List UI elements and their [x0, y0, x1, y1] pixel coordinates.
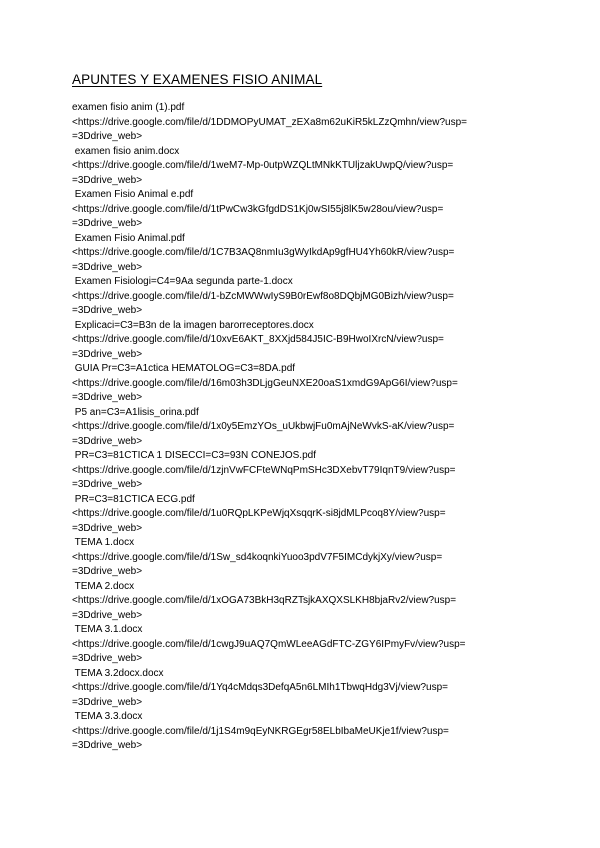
drive-link[interactable]: <https://drive.google.com/file/d/1C7B3AQ8nmIu3gWyIkdAp9gfHU4Yh60kR/view?usp=: [72, 247, 455, 258]
drive-link-continuation[interactable]: =3Ddrive_web>: [72, 261, 143, 273]
drive-link[interactable]: <https://drive.google.com/file/d/1weM7-Mp-0utpWZQLtMNkKTUljzakUwpQ/view?usp=: [72, 160, 454, 171]
drive-link[interactable]: <https://drive.google.com/file/d/10xvE6AKT_8XXjd584J5IC-B9HwoIXrcN/view?usp=: [72, 334, 444, 345]
drive-link[interactable]: <https://drive.google.com/file/d/1-bZcMWWwIyS9B0rEwf8o8DQbjMG0Bizh/view?usp=: [72, 290, 454, 302]
file-entry: [72, 232, 532, 276]
file-name: Examen Fisiologi=C4=9Aa segunda parte-1.docx: [72, 276, 293, 287]
file-name: TEMA 3.3.docx: [72, 711, 143, 722]
file-name: examen fisio anim (1).pdf: [72, 102, 185, 113]
file-name: PR=C3=81CTICA ECG.pdf: [72, 493, 195, 505]
drive-link[interactable]: <https://drive.google.com/file/d/1zjnVwFCFteWNqPmSHc3DXebvT79IqnT9/view?usp=: [72, 464, 456, 476]
drive-link-continuation[interactable]: =3Ddrive_web>: [72, 479, 143, 490]
file-entry: [72, 319, 532, 363]
drive-link-continuation[interactable]: =3Ddrive_web>: [72, 696, 143, 708]
file-name: Examen Fisio Animal e.pdf: [72, 189, 194, 200]
file-name: Examen Fisio Animal.pdf: [72, 232, 185, 244]
file-list: [72, 101, 532, 754]
file-entry: [72, 580, 532, 624]
drive-link-continuation[interactable]: =3Ddrive_web>: [72, 131, 143, 142]
file-name: TEMA 2.docx: [72, 580, 135, 592]
drive-link[interactable]: <https://drive.google.com/file/d/1Yq4cMdqs3DefqA5n6LMIh1TbwqHdg3Vj/view?usp=: [72, 682, 448, 693]
file-name: P5 an=C3=A1lisis_orina.pdf: [72, 406, 199, 418]
drive-link[interactable]: <https://drive.google.com/file/d/1j1S4m9qEyNKRGEgr58ELbIbaMeUKje1f/view?usp=: [72, 725, 449, 737]
drive-link-continuation[interactable]: =3Ddrive_web>: [72, 740, 143, 751]
drive-link[interactable]: <https://drive.google.com/file/d/16m03h3DLjgGeuNXE20oaS1xmdG9ApG6I/view?usp=: [72, 377, 458, 389]
drive-link-continuation[interactable]: =3Ddrive_web>: [72, 522, 143, 534]
drive-link-continuation[interactable]: =3Ddrive_web>: [72, 609, 143, 621]
drive-link[interactable]: <https://drive.google.com/file/d/1xOGA73BkH3qRZTsjkAXQXSLKH8bjaRv2/view?usp=: [72, 595, 457, 606]
file-entry: [72, 536, 532, 580]
file-entry: [72, 101, 532, 145]
file-name: TEMA 1.docx: [72, 537, 135, 548]
drive-link-continuation[interactable]: =3Ddrive_web>: [72, 174, 143, 186]
document-title: APUNTES Y EXAMENES FISIO ANIMAL: [72, 72, 323, 87]
file-entry: [72, 623, 532, 667]
drive-link-continuation[interactable]: =3Ddrive_web>: [72, 653, 143, 664]
file-entry: [72, 449, 532, 493]
drive-link[interactable]: <https://drive.google.com/file/d/1u0RQpLKPeWjqXsqqrK-si8jdMLPcoq8Y/view?usp=: [72, 508, 446, 519]
file-entry: [72, 493, 532, 537]
file-entry: [72, 362, 532, 406]
file-entry: [72, 710, 532, 754]
file-name: TEMA 3.2docx.docx: [72, 667, 164, 679]
file-name: Explicaci=C3=B3n de la imagen barorreceptores.docx: [72, 319, 314, 331]
file-entry: [72, 275, 532, 319]
drive-link-continuation[interactable]: =3Ddrive_web>: [72, 566, 143, 577]
file-name: PR=C3=81CTICA 1 DISECCI=C3=93N CONEJOS.pdf: [72, 450, 316, 461]
drive-link[interactable]: <https://drive.google.com/file/d/1DDMOPyUMAT_zEXa8m62uKiR5kLZzQmhn/view?usp=: [72, 116, 467, 128]
file-entry: [72, 667, 532, 711]
file-entry: [72, 406, 532, 450]
drive-link-continuation[interactable]: =3Ddrive_web>: [72, 435, 143, 447]
drive-link-continuation[interactable]: =3Ddrive_web>: [72, 305, 143, 316]
drive-link[interactable]: <https://drive.google.com/file/d/1x0y5EmzYOs_uUkbwjFu0mAjNeWvkS-aK/view?usp=: [72, 421, 455, 432]
drive-link-continuation[interactable]: =3Ddrive_web>: [72, 392, 143, 403]
drive-link-continuation[interactable]: =3Ddrive_web>: [72, 348, 143, 360]
file-name: examen fisio anim.docx: [72, 145, 180, 157]
file-name: TEMA 3.1.docx: [72, 624, 143, 635]
drive-link[interactable]: <https://drive.google.com/file/d/1tPwCw3kGfgdDS1Kj0wSI55j8lK5w28ou/view?usp=: [72, 203, 444, 215]
drive-link[interactable]: <https://drive.google.com/file/d/1Sw_sd4koqnkiYuoo3pdV7F5IMCdykjXy/view?usp=: [72, 551, 443, 563]
drive-link-continuation[interactable]: =3Ddrive_web>: [72, 218, 143, 229]
file-entry: [72, 188, 532, 232]
drive-link[interactable]: <https://drive.google.com/file/d/1cwgJ9uAQ7QmWLeeAGdFTC-ZGY6IPmyFv/view?usp=: [72, 638, 466, 650]
file-entry: [72, 145, 532, 189]
file-name: GUIA Pr=C3=A1ctica HEMATOLOG=C3=8DA.pdf: [72, 363, 296, 374]
